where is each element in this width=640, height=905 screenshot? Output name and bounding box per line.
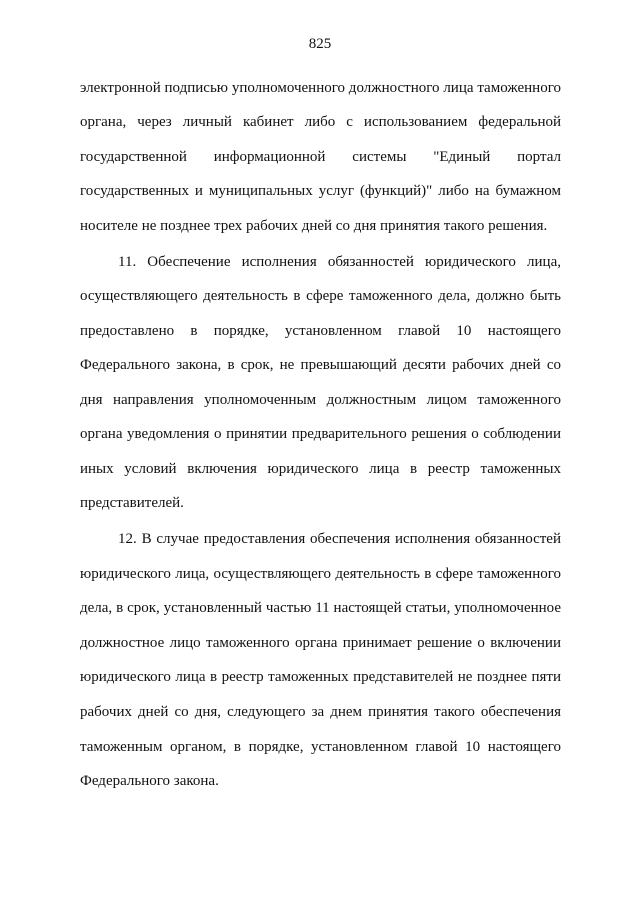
text-line: юридического лица в реестр таможенных представителей не позднее пяти bbox=[80, 669, 561, 685]
text-line: носителе не позднее трех рабочих дней со дня принятия такого решения. bbox=[80, 218, 548, 234]
text-line: Федерального закона. bbox=[80, 773, 219, 789]
text-line: иных условий включения юридического лица в реестр таможенных bbox=[80, 461, 561, 477]
text-line: органа уведомления о принятии предварительного решения о соблюдении bbox=[80, 426, 561, 442]
paragraph-12-first-line: 12. В случае предоставления обеспечения исполнения обязанностей bbox=[118, 531, 561, 547]
text-line: дня направления уполномоченным должностным лицом таможенного bbox=[80, 392, 561, 408]
text-line: таможенным органом, в порядке, установленном главой 10 настоящего bbox=[80, 739, 561, 755]
text-line: должностное лицо таможенного органа принимает решение о включении bbox=[80, 635, 561, 651]
page-number: 825 bbox=[308, 36, 332, 52]
paragraph-11-first-line: 11. Обеспечение исполнения обязанностей юридического лица, bbox=[118, 254, 561, 270]
text-line: рабочих дней со дня, следующего за днем принятия такого обеспечения bbox=[80, 704, 561, 720]
text-line: государственной информационной системы "Единый портал bbox=[80, 149, 561, 165]
text-line: осуществляющего деятельность в сфере таможенного дела, должно быть bbox=[80, 288, 561, 304]
text-line: представителей. bbox=[80, 495, 184, 511]
text-line: Федерального закона, в срок, не превышающий десяти рабочих дней со bbox=[80, 357, 561, 373]
text-line: предоставлено в порядке, установленном главой 10 настоящего bbox=[80, 323, 561, 339]
text-line: органа, через личный кабинет либо с использованием федеральной bbox=[80, 114, 561, 130]
text-line: государственных и муниципальных услуг (функций)" либо на бумажном bbox=[80, 183, 561, 199]
text-line: дела, в срок, установленный частью 11 настоящей статьи, уполномоченное bbox=[80, 600, 561, 616]
text-line: электронной подписью уполномоченного должностного лица таможенного bbox=[80, 80, 561, 96]
text-line: юридического лица, осуществляющего деятельность в сфере таможенного bbox=[80, 566, 561, 582]
